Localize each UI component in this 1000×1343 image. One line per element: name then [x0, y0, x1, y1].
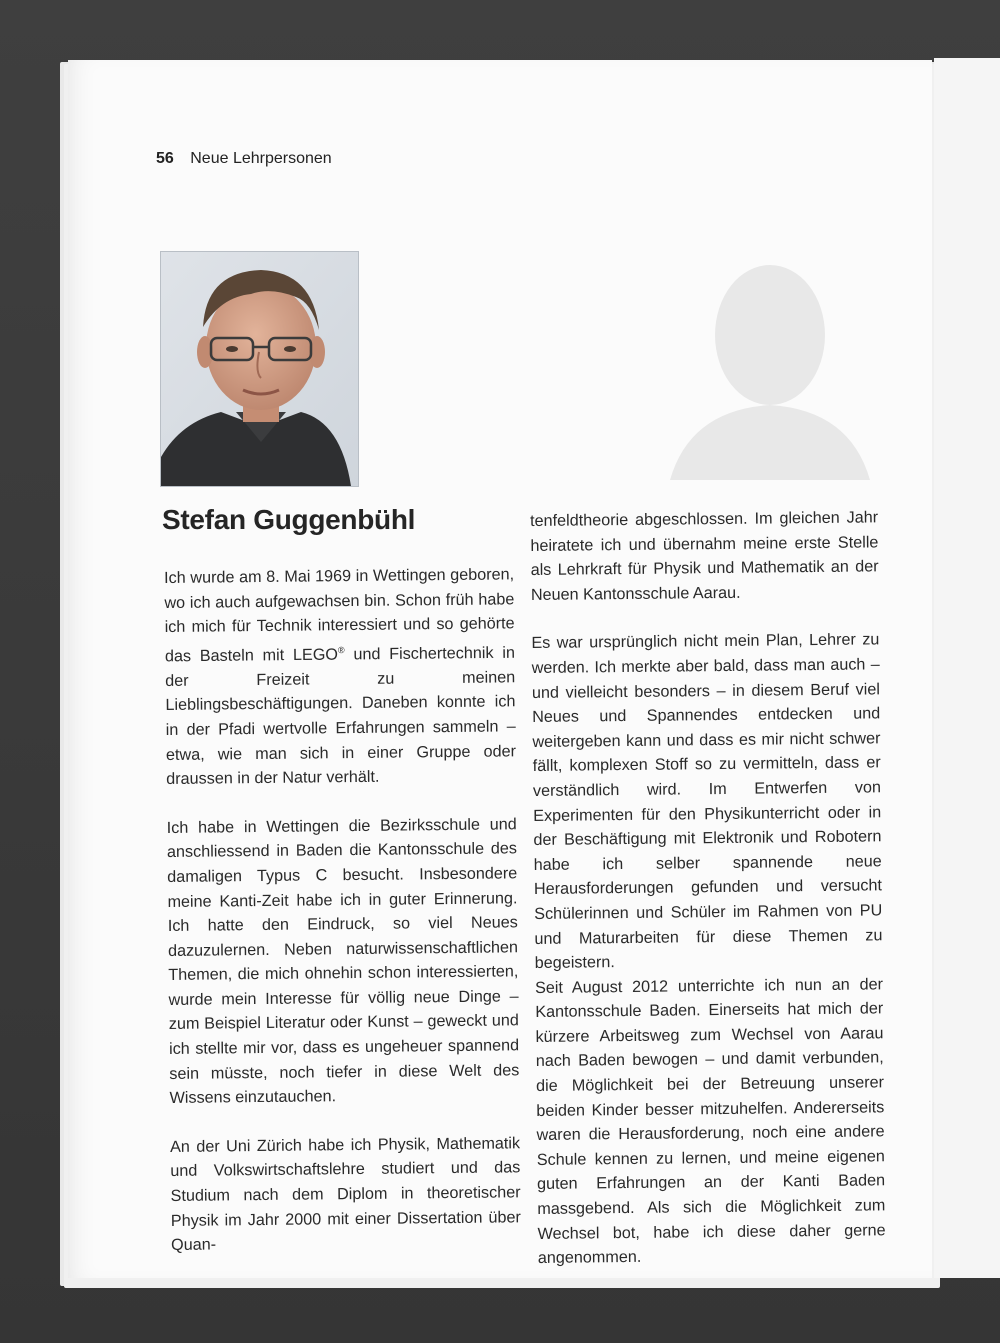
text-column-right [530, 505, 886, 1294]
section-title: Neue Lehrpersonen [190, 150, 332, 167]
page-number: 56 [156, 150, 174, 167]
text-column-left [164, 562, 521, 1281]
article-title: Stefan Guggenbühl [162, 504, 416, 535]
paragraph: tenfeldtheorie abgeschlossen. Im gleichen Jahr heiratete ich und übernahm meine erste Stelle als Lehrkraft für Physik und Mathematik an der Neuen Kantonsschule Aarau. [530, 508, 879, 604]
paragraph: An der Uni Zürich habe ich Physik, Mathematik und Volkswirtschaftslehre studiert und das Studium nach dem Diplom in theoretischer Physik im Jahr 2000 mit einer Dissertation über Quan- [169, 1134, 521, 1255]
paragraph: Ich habe in Wettingen die Bezirksschule und anschliessend in Baden die Kantonsschule des damaligen Typus C besucht. Insbesondere meine Kanti-Zeit habe ich in guter Erinnerung. Ich hatte den Eindruck, so viel Neues dazuzulernen. Neben naturwissenschaftlichen Themen, die mich ohnehin schon interessierten, wurde mein Interesse für völlig neue Dinge – zum Beispiel Literatur oder Kunst – geweckt und ich stellte mir vor, dass es ungeheuer spannend sein müsste, noch tiefer in diese Welt des Wissens einzutauchen. [166, 815, 520, 1108]
running-header [156, 150, 332, 168]
registered-mark: ® [337, 644, 345, 655]
facing-page-edge [934, 58, 1000, 1278]
author-portrait [160, 251, 359, 487]
paragraph: Ich wurde am 8. Mai 1969 in Wettingen geboren, wo ich auch aufgewachsen bin. Schon früh habe ich mich für Technik interessiert und so gehörte das Basteln mit LEGO® und Fischertechnik in der Freizeit zu meinen Lieblingsbeschäftigungen. Daneben konnte ich in der Pfadi wertvolle Erfahrungen sammeln – etwa, wie man sich in einer Gruppe oder draussen in der Natur verhält. [164, 565, 517, 789]
paragraph: Seit August 2012 unterrichte ich nun an der Kantonsschule Baden. Einerseits hat mich der kürzere Arbeitsweg zum Wechsel von Aarau nach Baden bewogen – und damit verbunden, die Möglichkeit bei der Betreuung unserer beiden Kinder besser mitzuhelfen. Andererseits waren die Herausforderung, noch eine andere Schule kennen zu lernen, und meine eigenen guten Erfahrungen an der Kanti Baden massgebend. Als sich die Möglichkeit zum Wechsel bot, habe ich diese daher gerne angenommen. [534, 975, 886, 1268]
show-through-portrait [670, 240, 870, 480]
paragraph: Es war ursprünglich nicht mein Plan, Lehrer zu werden. Ich merkte aber bald, dass man auch – und vielleicht besonders – in diesem Beruf viel Neues und Spannendes entdecken und weitergeben kann und dass es mir nicht schwer fällt, komplexen Stoff so zu vermitteln, dass er verständlich wird. Im Entwerfen von Experimenten für den Physikunterricht oder in der Beschäftigung mit Elektronik und Robotern habe ich selber spannende neue Herausforderungen gefunden und versucht Schülerinnen und Schüler im Rahmen von PU und Maturarbeiten für diese Themen zu begeistern. [531, 630, 883, 973]
